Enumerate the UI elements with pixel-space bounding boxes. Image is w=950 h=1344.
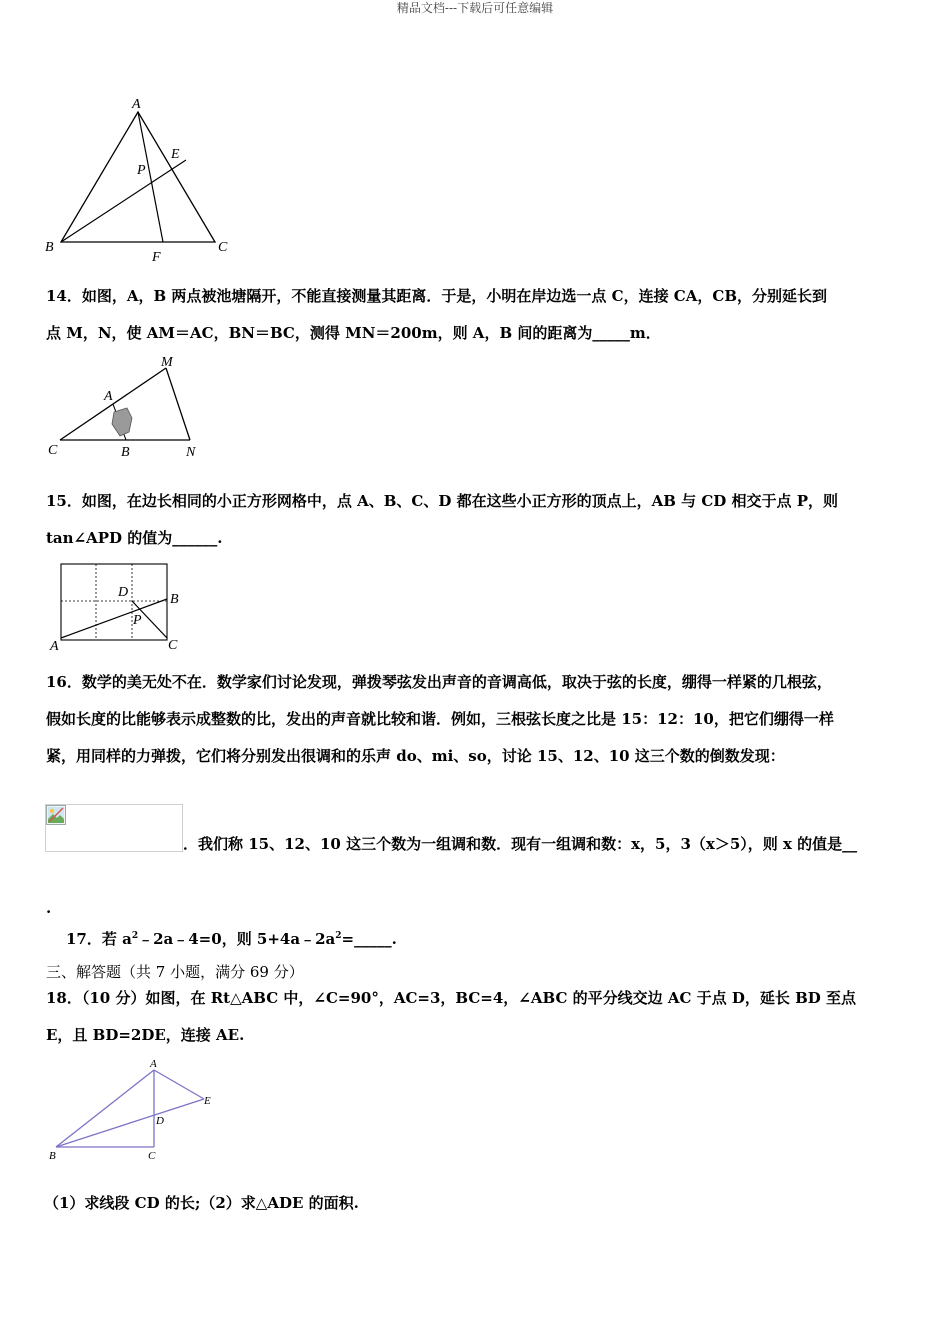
q17-exp1: 2	[131, 931, 139, 941]
label-b: B	[49, 1150, 56, 1162]
q16-text-line3: 紧，用同样的力弹拨，它们将分别发出很调和的乐声 do、mi、so，讨论 15、12、10 这三个数的倒数发现：	[46, 747, 785, 765]
q14-text-line1: 14．如图，A，B 两点被池塘隔开，不能直接测量其距离．于是，小明在岸边选一点 C，连接 CA，CB，分别延长到	[46, 287, 827, 305]
q16-text-line5: .	[46, 899, 52, 917]
q15-text-line2: tan∠APD 的值为______.	[46, 529, 223, 547]
label-a: A	[104, 389, 113, 404]
label-b: B	[170, 592, 179, 607]
pond-shape	[112, 408, 132, 436]
label-b: B	[45, 240, 54, 255]
label-p: P	[137, 163, 146, 178]
figure-pond	[44, 354, 214, 464]
broken-image-placeholder	[45, 804, 183, 852]
q18-text-line2: E，且 BD=2DE，连接 AE.	[46, 1026, 245, 1044]
q14-text-line2: 点 M，N，使 AM＝AC，BN＝BC，测得 MN＝200m，则 A，B 间的距离为_____m．	[46, 324, 661, 342]
label-a: A	[150, 1058, 157, 1070]
q17-text	[66, 929, 397, 949]
label-e: E	[171, 147, 180, 162]
label-n: N	[186, 445, 196, 460]
label-d: D	[156, 1115, 164, 1127]
label-b: B	[121, 445, 130, 460]
label-e: E	[204, 1095, 211, 1107]
q17-exp2: 2	[335, 931, 342, 941]
q18-text-line3: （1）求线段 CD 的长;（2）求△ADE 的面积.	[44, 1194, 359, 1212]
page-header: 精品文档---下载后可任意编辑	[396, 1, 554, 15]
q16-text-line4: ．我们称 15、12、10 这三个数为一组调和数．现有一组调和数：x，5，3（x＞5），则 x 的值是__	[183, 835, 858, 853]
q18-text-line1: 18．（10 分）如图，在 Rt△ABC 中，∠C=90°，AC=3，BC=4，∠ABC 的平分线交边 AC 于点 D，延长 BD 至点	[46, 989, 857, 1007]
label-c: C	[48, 443, 58, 458]
q16-text-line1: 16．数学的美无处不在．数学家们讨论发现，弹拨琴弦发出声音的音调高低，取决于弦的长度，绷得一样紧的几根弦，	[46, 673, 832, 691]
figure-grid	[44, 558, 194, 654]
label-a: A	[132, 97, 141, 112]
q17-post: =_____.	[341, 930, 397, 948]
figure-triangle-abc	[40, 94, 240, 266]
q17-pre: 17．若 a	[66, 930, 132, 948]
figure-right-triangle	[44, 1056, 224, 1166]
label-p: P	[133, 613, 142, 628]
label-c: C	[148, 1150, 156, 1162]
label-c: C	[218, 240, 228, 255]
label-a: A	[50, 639, 59, 654]
broken-image-icon	[46, 805, 66, 825]
label-c: C	[168, 638, 178, 653]
q17-mid: ﹣2a﹣4=0，则 5+4a﹣2a	[138, 930, 336, 948]
section-title: 三、解答题（共 7 小题，满分 69 分）	[46, 963, 304, 981]
label-f: F	[152, 250, 161, 265]
q16-text-line2: 假如长度的比能够表示成整数的比，发出的声音就比较和谐．例如，三根弦长度之比是 15：12：10，把它们绷得一样	[46, 710, 834, 728]
label-d: D	[118, 585, 129, 600]
label-m: M	[161, 355, 173, 370]
q15-text-line1: 15．如图，在边长相同的小正方形网格中，点 A、B、C、D 都在这些小正方形的顶点上，AB 与 CD 相交于点 P，则	[46, 492, 839, 510]
